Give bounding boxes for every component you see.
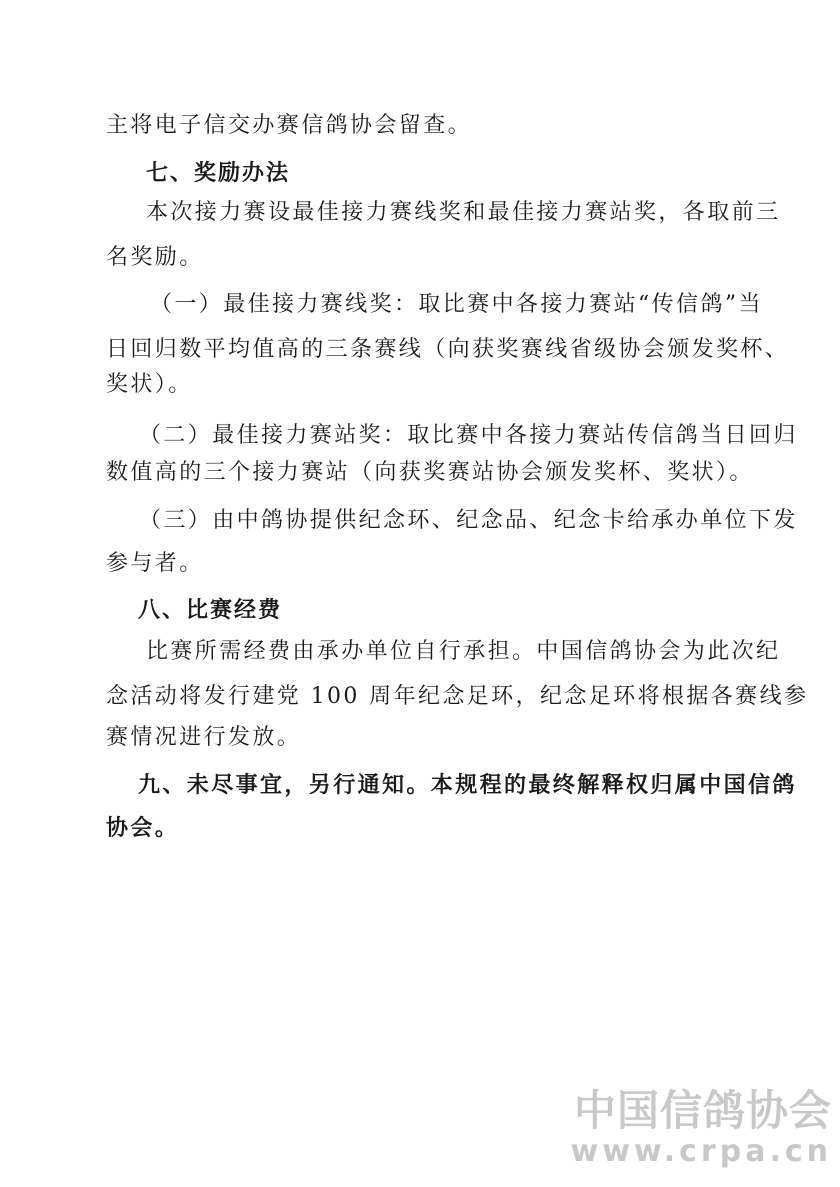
paragraph-line: 奖状）。 (106, 372, 193, 397)
closing-statement: 九、未尽事宜，另行通知。本规程的最终解释权归属中国信鸽 (138, 772, 797, 798)
paragraph-line: （三）由中鸽协提供纪念环、纪念品、纪念卡给承办单位下发 (139, 508, 798, 533)
paragraph-line: 日回归数平均值高的三条赛线（向获奖赛线省级协会颁发奖杯、 (106, 337, 790, 362)
paragraph-line: 参与者。 (106, 551, 204, 576)
paragraph-line: 名奖励。 (106, 245, 204, 270)
paragraph-line: 赛情况进行发放。 (106, 725, 302, 750)
paragraph-line: 数值高的三个接力赛站（向获奖赛站协会颁发奖杯、奖状）。 (106, 460, 754, 485)
watermark-url: www.crpa.cn (570, 1134, 832, 1169)
section-heading-awards: 七、奖励办法 (146, 161, 291, 186)
paragraph-line: 主将电子信交办赛信鸽协会留查。 (106, 113, 473, 138)
closing-statement: 协会。 (106, 815, 180, 841)
watermark-name: 中国信鸽协会 (573, 1086, 832, 1135)
paragraph-line: 比赛所需经费由承办单位自行承担。中国信鸽协会为此次纪 (146, 639, 781, 664)
section-heading-expenses: 八、比赛经费 (138, 598, 283, 623)
paragraph-line: （二）最佳接力赛站奖：取比赛中各接力赛站传信鸽当日回归 (139, 423, 798, 448)
paragraph-line: （一）最佳接力赛线奖：取比赛中各接力赛站“传信鸽”当 (150, 292, 763, 317)
paragraph-line: 本次接力赛设最佳接力赛线奖和最佳接力赛站奖，各取前三 (146, 200, 781, 225)
site-watermark (571, 1087, 832, 1169)
paragraph-line: 念活动将发行建党 100 周年纪念足环，纪念足环将根据各赛线参 (106, 684, 809, 709)
